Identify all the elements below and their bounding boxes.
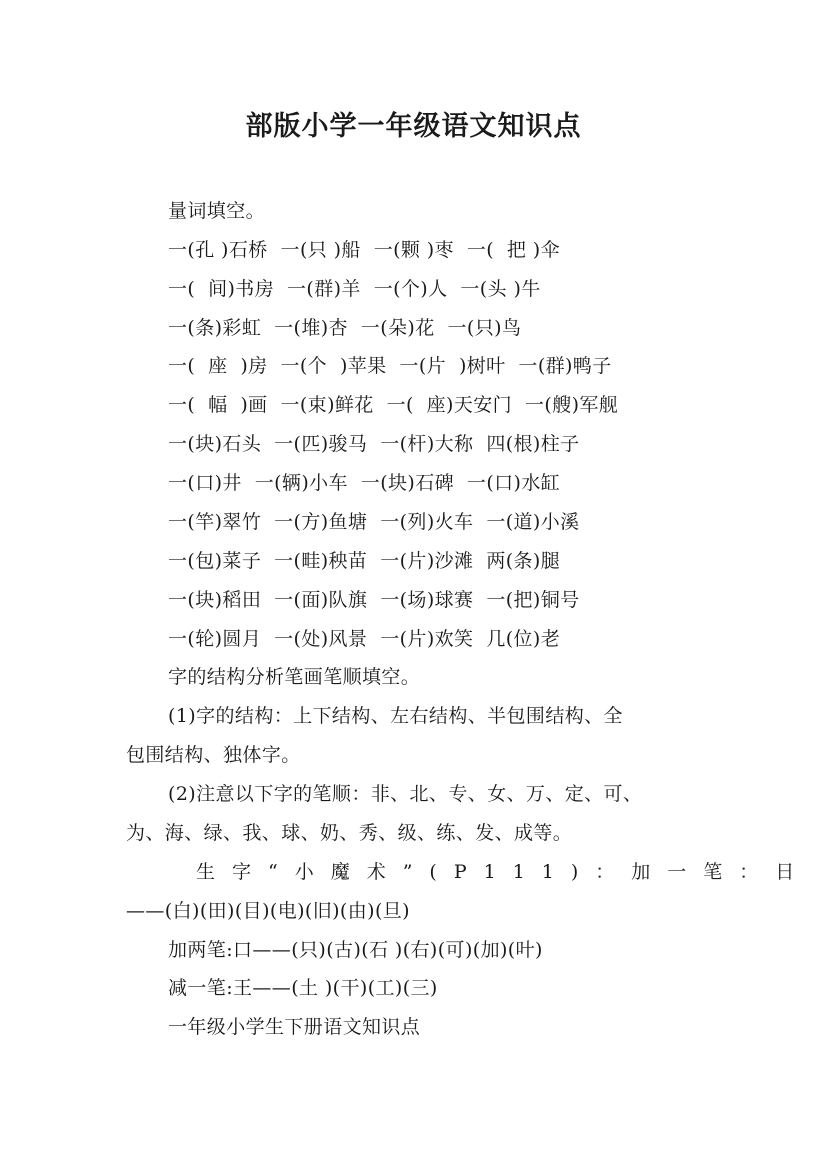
text-line: 一( 幅 )画 一(束)鲜花 一( 座)天安门 一(艘)军舰 xyxy=(168,394,619,416)
text-line: 一(块)稻田 一(面)队旗 一(场)球赛 一(把)铜号 xyxy=(168,589,580,611)
text-line: 加两笔:口——(只)(古)(石 )(右)(可)(加)(叶) xyxy=(168,939,543,961)
text-line: ——(白)(田)(目)(电)(旧)(由)(旦) xyxy=(126,900,410,922)
text-line: 一年级小学生下册语文知识点 xyxy=(168,1016,421,1038)
text-line: 减一笔:王——(土 )(干)(工)(三) xyxy=(168,977,438,999)
text-line: 一(轮)圆月 一(处)风景 一(片)欢笑 几(位)老 xyxy=(168,628,561,650)
text-line: (2)注意以下字的笔顺：非、北、专、女、万、定、可、 xyxy=(168,783,643,805)
section-heading: 字的结构分析笔画笔顺填空。 xyxy=(168,666,421,688)
text-line: 一(条)彩虹 一(堆)杏 一(朵)花 一(只)鸟 xyxy=(168,317,522,339)
text-line: 一(竿)翠竹 一(方)鱼塘 一(列)火车 一(道)小溪 xyxy=(168,511,580,533)
text-line: 一(块)石头 一(匹)骏马 一(杆)大称 四(根)柱子 xyxy=(168,433,580,455)
text-line: 为、海、绿、我、球、奶、秀、级、练、发、成等。 xyxy=(126,822,573,844)
text-line: 一(包)菜子 一(畦)秧苗 一(片)沙滩 两(条)腿 xyxy=(168,550,561,572)
text-line: (1)字的结构：上下结构、左右结构、半包围结构、全 xyxy=(168,705,623,727)
text-line: 生字“小魔术”(P111)：加一笔：日 xyxy=(196,861,812,883)
text-line: 一(孔 )石桥 一(只 )船 一(颗 )枣 一( 把 )伞 xyxy=(168,239,560,261)
text-line: 一( 间)书房 一(群)羊 一(个)人 一(头 )牛 xyxy=(168,278,541,300)
text-line: 包围结构、独体字。 xyxy=(126,744,301,766)
text-line: 一( 座 )房 一(个 )苹果 一(片 )树叶 一(群)鸭子 xyxy=(168,355,612,377)
text-line: 一(口)井 一(辆)小车 一(块)石碑 一(口)水缸 xyxy=(168,472,561,494)
document-title: 部版小学一年级语文知识点 xyxy=(245,111,582,142)
text-line: 量词填空。 xyxy=(168,200,266,222)
